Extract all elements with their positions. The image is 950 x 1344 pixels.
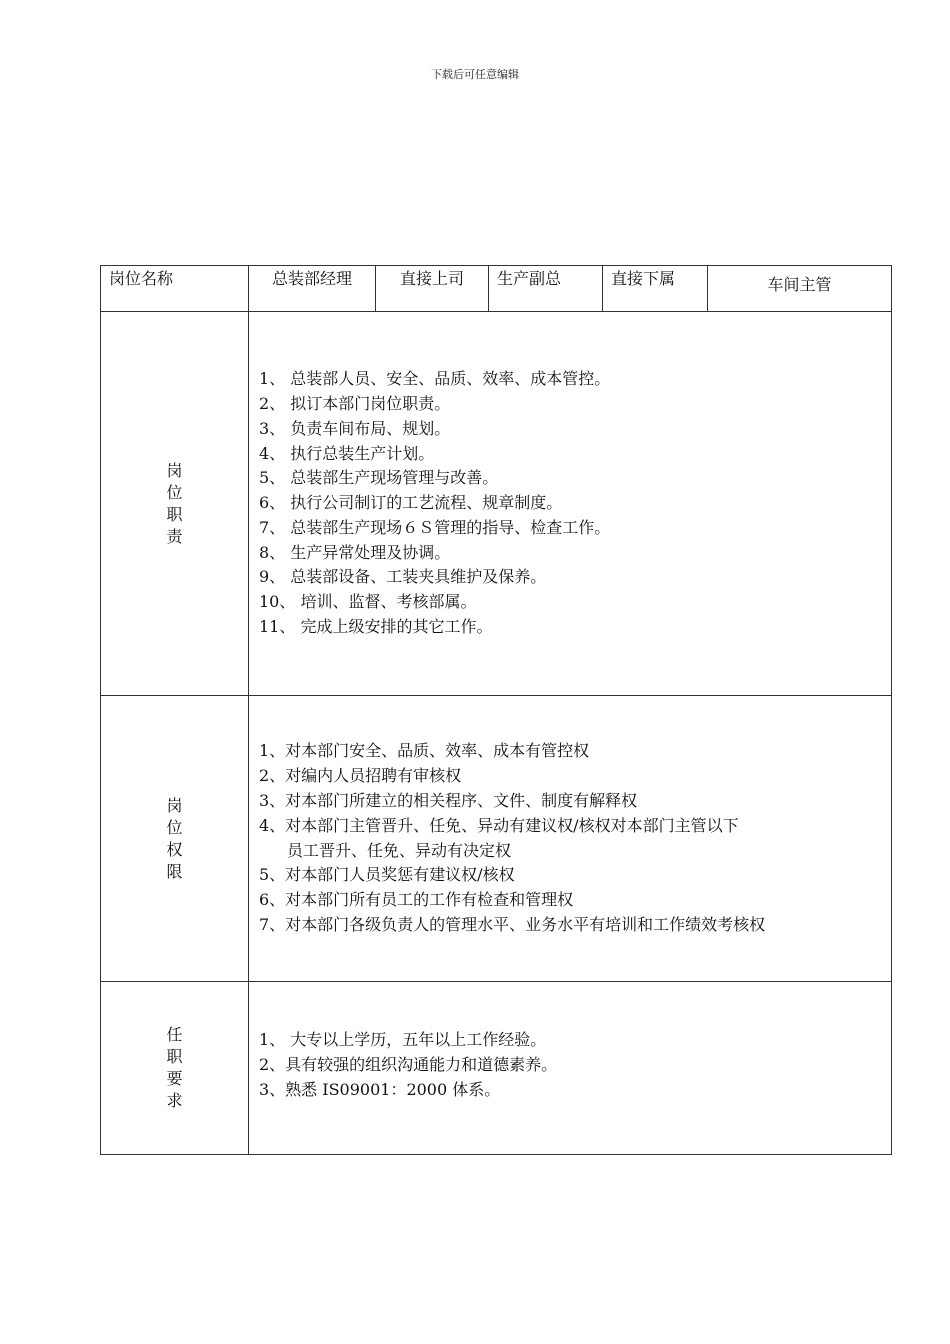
duty-item: 6、 执行公司制订的工艺流程、规章制度。 [259,493,563,513]
duty-item: 11、 完成上级安排的其它工作。 [259,617,493,637]
duty-item: 4、 执行总装生产计划。 [259,443,435,463]
authority-list [259,739,891,937]
duty-item: 10、 培训、监督、考核部属。 [259,592,477,612]
authority-item-continuation: 员工晋升、任免、异动有决定权 [287,840,512,860]
duty-item: 7、 总装部生产现场６Ｓ管理的指导、检查工作。 [259,517,611,537]
authority-item: 2、对编内人员招聘有审核权 [259,766,462,786]
authority-item: 5、对本部门人员奖惩有建议权/核权 [259,865,515,885]
authority-item: 6、对本部门所有员工的工作有检查和管理权 [259,890,574,910]
authority-row [101,696,892,982]
authority-item: 4、对本部门主管晋升、任免、异动有建议权/核权对本部门主管以下 [259,815,739,835]
position-name-label: 岗位名称 [101,266,249,312]
job-description-table [100,265,892,1155]
authority-item: 7、对本部门各级负责人的管理水平、业务水平有培训和工作绩效考核权 [259,914,766,934]
authority-label: 岗位权限 [166,795,183,881]
requirements-content [249,982,892,1155]
authority-label-cell [101,696,249,982]
authority-item: 3、对本部门所建立的相关程序、文件、制度有解释权 [259,790,638,810]
duties-label: 岗位职责 [166,460,183,546]
duties-row [101,312,892,696]
page-header-note: 下载后可任意编辑 [431,68,519,81]
authority-content [249,696,892,982]
position-name-value: 总装部经理 [249,266,376,312]
duty-item: 3、 负责车间布局、规划。 [259,418,451,438]
direct-subordinate-label: 直接下属 [603,266,708,312]
duties-content [249,312,892,696]
requirement-item: 1、 大专以上学历，五年以上工作经验。 [259,1030,547,1049]
direct-subordinate-value: 车间主管 [708,266,892,312]
duty-item: 8、 生产异常处理及协调。 [259,542,451,562]
requirement-item: 2、具有较强的组织沟通能力和道德素养。 [259,1054,558,1074]
requirements-label: 任职要求 [166,1025,183,1110]
duty-item: 1、 总装部人员、安全、品质、效率、成本管控。 [259,369,611,389]
authority-item: 1、对本部门安全、品质、效率、成本有管控权 [259,741,590,761]
duty-item: 9、 总装部设备、工装夹具维护及保养。 [259,567,547,587]
requirements-row [101,982,892,1155]
direct-superior-label: 直接上司 [376,266,489,312]
table-header-row [101,266,892,312]
duty-item: 2、 拟订本部门岗位职责。 [259,393,451,413]
requirements-label-cell [101,982,249,1155]
duty-item: 5、 总装部生产现场管理与改善。 [259,468,499,488]
duties-list [259,367,891,640]
duties-label-cell [101,312,249,696]
direct-superior-value: 生产副总 [489,266,603,312]
requirement-item: 3、熟悉 IS09001：2000 体系。 [259,1079,501,1099]
requirements-list [259,1028,891,1102]
